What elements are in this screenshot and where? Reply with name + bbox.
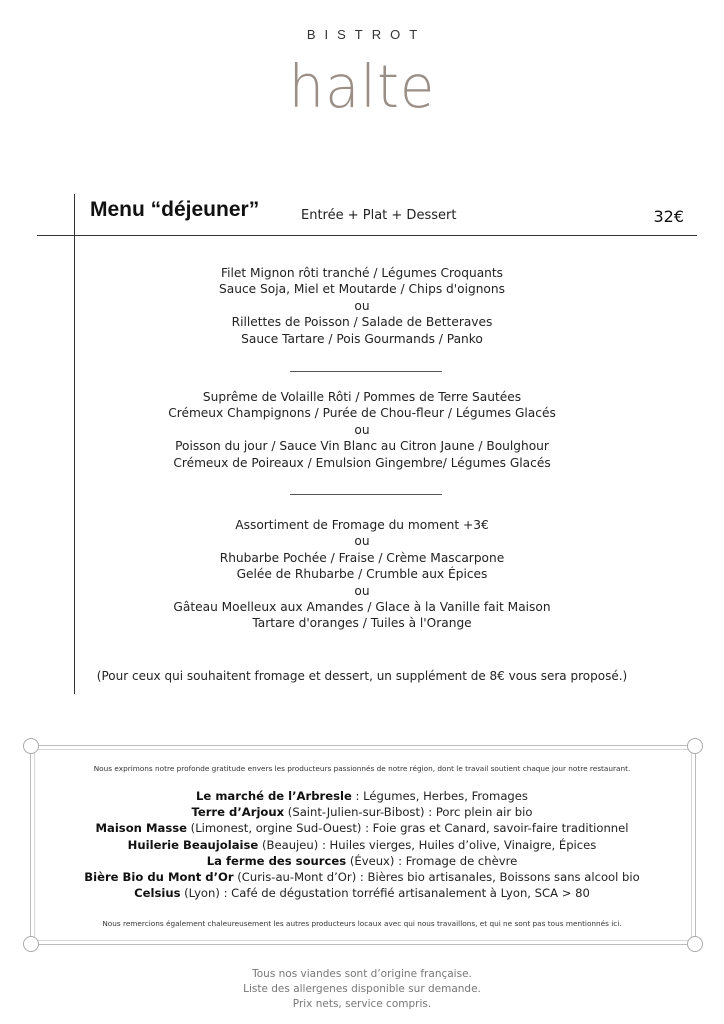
frame-corner-ornament	[687, 936, 703, 952]
producer-item	[0, 788, 724, 804]
producer-name: Celsius	[134, 886, 181, 901]
producer-item	[0, 837, 724, 853]
producer-name: La ferme des sources	[206, 853, 347, 868]
main-line: Suprême de Volaille Rôti / Pommes de Terre Sautées	[202, 390, 522, 404]
desserts-section	[0, 517, 724, 632]
producer-desc: : Légumes, Herbes, Fromages	[351, 789, 528, 803]
main-line: Poisson du jour / Sauce Vin Blanc au Citron Jaune / Boulghour	[175, 439, 549, 454]
brand-logo: halte	[288, 53, 436, 122]
section-divider	[290, 494, 442, 495]
producer-item	[0, 804, 724, 820]
producer-name: Le marché de l’Arbresle	[196, 789, 352, 803]
producer-name: Huilerie Beaujolaise	[127, 837, 259, 852]
main-line: Crémeux Champignons / Purée de Chou-fleur / Légumes Glacés	[168, 406, 556, 421]
dessert-line: Tartare d'oranges / Tuiles à l'Orange	[252, 616, 472, 631]
starter-line: Sauce Soja, Miel et Moutarde / Chips d'oignons	[219, 282, 505, 297]
producer-desc: : Huiles vierges, Huiles d’olive, Vinaigre, Épices	[318, 837, 597, 852]
footer-line: Prix nets, service compris.	[292, 998, 432, 1010]
dessert-line: Assortiment de Fromage du moment +3€	[235, 518, 489, 532]
dessert-line: ou	[354, 583, 370, 598]
producer-place: (Limonest, orgine Sud-Ouest)	[187, 821, 362, 836]
producer-desc: : Café de dégustation torréfié artisanalement à Lyon, SCA > 80	[219, 886, 590, 901]
producer-item	[0, 885, 724, 901]
producer-place: (Curis-au-Mont d’Or)	[233, 870, 357, 885]
producers-list	[0, 788, 724, 901]
main-line: Crémeux de Poireaux / Emulsion Gingembre/ Légumes Glacés	[173, 455, 551, 470]
producer-item	[0, 820, 724, 836]
starter-line: Sauce Tartare / Pois Gourmands / Panko	[241, 331, 483, 346]
frame-corner-ornament	[23, 738, 39, 754]
footer-line: Liste des allergenes disponible sur demande.	[243, 983, 481, 995]
producer-desc: : Fromage de chèvre	[394, 853, 518, 868]
dessert-line: Rhubarbe Pochée / Fraise / Crème Mascarpone	[219, 550, 505, 565]
menu-subtitle: Entrée + Plat + Dessert	[301, 208, 457, 223]
producer-item	[0, 869, 724, 885]
producer-place: (Saint-Julien-sur-Bibost)	[284, 805, 425, 820]
producer-name: Bière Bio du Mont d’Or	[84, 870, 234, 885]
footer-line: Tous nos viandes sont d’origine française.	[252, 968, 472, 980]
starter-line: Filet Mignon rôti tranché / Légumes Croquants	[220, 266, 504, 280]
starter-line: ou	[354, 298, 370, 313]
dessert-line: Gelée de Rhubarbe / Crumble aux Épices	[236, 567, 488, 582]
producer-desc: : Foie gras et Canard, savoir-faire traditionnel	[361, 821, 629, 836]
main-line: ou	[354, 422, 370, 437]
brand-top-text: BISTROT	[306, 27, 427, 42]
producer-desc: : Porc plein air bio	[424, 805, 533, 820]
starter-line: Rillettes de Poisson / Salade de Betteraves	[231, 315, 493, 330]
producers-outro: Nous remercions également chaleureusement les autres producteurs locaux avec qui nous travaillons, et qui ne sont pas tous mentionnés ici.	[102, 919, 622, 928]
producer-name: Terre d’Arjoux	[191, 805, 285, 820]
footer-notes	[0, 967, 724, 1012]
producer-desc: : Bières bio artisanales, Boissons sans alcool bio	[356, 870, 640, 885]
dessert-line: Gâteau Moelleux aux Amandes / Glace à la Vanille fait Maison	[173, 600, 551, 615]
menu-price: 32€	[653, 207, 684, 226]
mains-section	[0, 389, 724, 471]
frame-corner-ornament	[23, 936, 39, 952]
producers-intro: Nous exprimons notre profonde gratitude envers les producteurs passionnés de notre région, dont le travail soutient chaque jour notre restaurant.	[93, 764, 631, 773]
frame-corner-ornament	[687, 738, 703, 754]
section-divider	[290, 371, 442, 372]
horizontal-rule	[37, 235, 697, 236]
menu-title: Menu “déjeuner”	[90, 198, 260, 221]
producer-place: (Beaujeu)	[258, 837, 319, 852]
producer-place: (Éveux)	[346, 853, 395, 868]
dessert-line: ou	[354, 534, 370, 549]
producer-name: Maison Masse	[95, 821, 187, 836]
producer-place: (Lyon)	[180, 886, 220, 901]
producer-item	[0, 853, 724, 869]
starters-section	[0, 265, 724, 347]
supplement-note: (Pour ceux qui souhaitent fromage et dessert, un supplément de 8€ vous sera proposé.)	[96, 669, 628, 683]
